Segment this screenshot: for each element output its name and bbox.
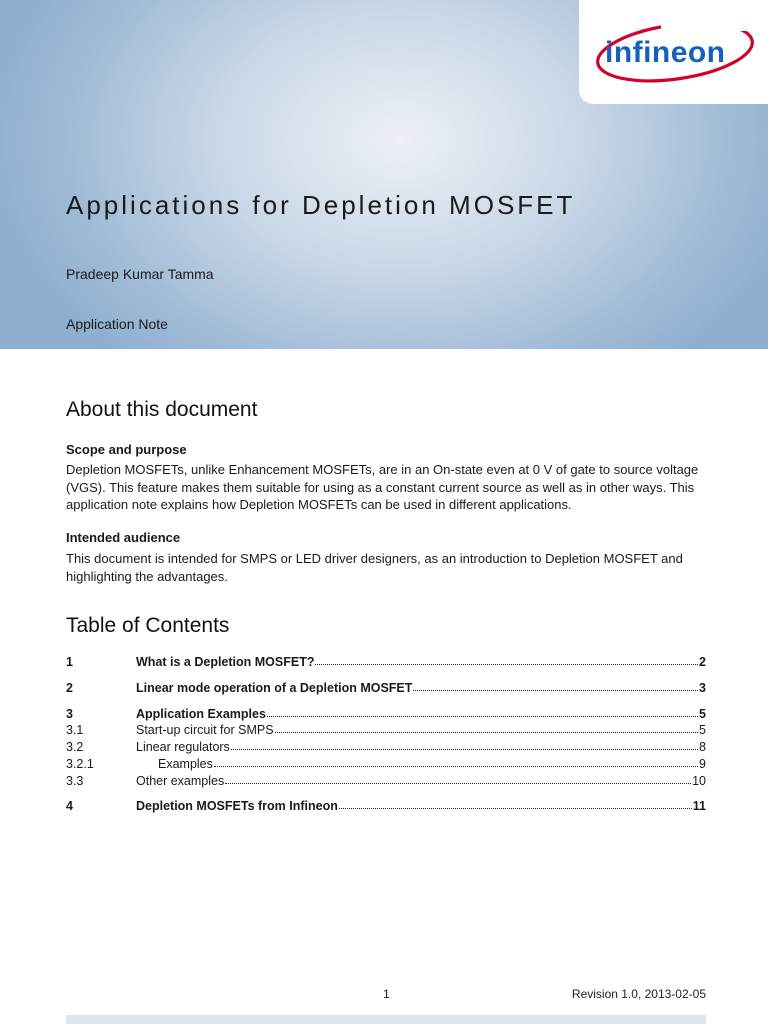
toc-entry-title: Start-up circuit for SMPS <box>136 723 274 737</box>
toc-entry-page: 5 <box>699 723 706 737</box>
scope-heading: Scope and purpose <box>66 442 187 457</box>
toc-entry[interactable] <box>66 796 706 813</box>
toc-entry[interactable] <box>66 652 706 669</box>
toc-entry-number: 3.2 <box>66 740 84 754</box>
audience-text: This document is intended for SMPS or LED driver designers, as an introduction to Depletion MOSFET and highlighting the advantages. <box>66 551 683 584</box>
toc-entry-number: 4 <box>66 799 73 813</box>
toc-entry-title: Linear mode operation of a Depletion MOSFET <box>136 681 413 695</box>
toc-entry-page: 8 <box>699 740 706 754</box>
document-title: Applications for Depletion MOSFET <box>66 190 576 220</box>
toc-leader-dots <box>214 766 698 767</box>
document-type: Application Note <box>66 316 168 332</box>
toc-entry-page: 3 <box>699 681 706 695</box>
toc-entry-title: Other examples <box>136 774 225 788</box>
toc-entry[interactable] <box>66 737 706 754</box>
scope-paragraph <box>66 461 706 514</box>
toc-leader-dots <box>315 664 698 665</box>
footer-page-number: 1 <box>383 987 390 1001</box>
toc-entry-title: Examples <box>158 757 213 771</box>
footer-bar <box>66 1015 706 1024</box>
toc-leader-dots <box>267 716 698 717</box>
toc-entry-number: 3.1 <box>66 723 84 737</box>
footer-revision: Revision 1.0, 2013-02-05 <box>571 987 706 1001</box>
toc-entry[interactable] <box>66 771 706 788</box>
audience-paragraph <box>66 550 706 585</box>
toc-entry-title: Depletion MOSFETs from Infineon <box>136 799 338 813</box>
toc-entry-number: 3.2.1 <box>66 757 94 771</box>
toc-entry-page: 5 <box>699 707 706 721</box>
toc-leader-dots <box>231 749 698 750</box>
audience-heading: Intended audience <box>66 530 181 545</box>
toc-entry-page: 2 <box>699 655 706 669</box>
toc-entry-page: 11 <box>692 799 706 813</box>
toc-entry-number: 2 <box>66 681 73 695</box>
author-name: Pradeep Kumar Tamma <box>66 266 214 282</box>
toc-leader-dots <box>413 690 698 691</box>
toc-leader-dots <box>275 732 699 733</box>
toc-entry[interactable] <box>66 678 706 695</box>
infineon-logo <box>579 0 768 104</box>
toc-entry-page: 9 <box>699 757 706 771</box>
toc-entry[interactable] <box>66 754 706 771</box>
toc-entry-title: Application Examples <box>136 707 266 721</box>
toc-leader-dots <box>339 808 692 809</box>
about-heading: About this document <box>66 398 258 421</box>
toc-entry-number: 3 <box>66 707 73 721</box>
toc-entry-page: 10 <box>692 774 706 788</box>
toc-entry[interactable] <box>66 704 706 721</box>
toc-entry-title: What is a Depletion MOSFET? <box>136 655 315 669</box>
toc-entry-number: 3.3 <box>66 774 84 788</box>
scope-text: Depletion MOSFETs, unlike Enhancement MOSFETs, are in an On-state even at 0 V of gate to source voltage (VGS). This feature makes them suitable for using as a constant current source as well as in other ways. This application note explains how Depletion MOSFETs can be used in different applications. <box>66 462 699 512</box>
toc-heading: Table of Contents <box>66 614 230 637</box>
toc-entry[interactable] <box>66 720 706 737</box>
toc-leader-dots <box>225 783 691 784</box>
brand-logo-text: infineon <box>605 36 725 69</box>
toc-entry-title: Linear regulators <box>136 740 230 754</box>
toc-entry-number: 1 <box>66 655 73 669</box>
